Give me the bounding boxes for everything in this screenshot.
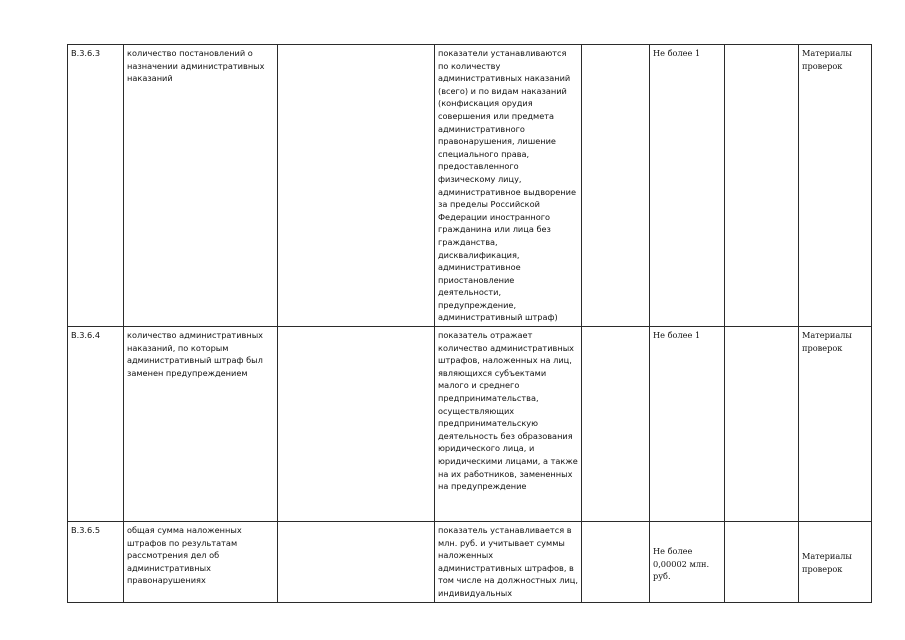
row-code: В.3.6.5 [68, 522, 124, 603]
row-name: количество постановлений о назначении административных наказаний [124, 45, 278, 327]
empty-cell [278, 327, 435, 522]
empty-cell [725, 327, 799, 522]
empty-cell [582, 522, 650, 603]
row-indicator: показатели устанавливаются по количеству административных наказаний (всего) и по видам наказаний (конфискация орудия совершения или предмета административного правонарушения, лишение специального права, предоставленного физическому лицу, административное выдворение за пределы Российской Федерации иностранного гражданина или лица без гражданства, дисквалификация, административное приостановление деятельности, предупреждение, административный штраф) [435, 45, 582, 327]
table-row [68, 45, 872, 327]
table-row [68, 327, 872, 522]
empty-cell [278, 45, 435, 327]
row-source: Материалы проверок [799, 45, 872, 327]
indicators-table [67, 44, 872, 603]
row-name: количество административных наказаний, по которым административный штраф был заменен предупреждением [124, 327, 278, 522]
row-name: общая сумма наложенных штрафов по результатам рассмотрения дел об административных правонарушениях [124, 522, 278, 603]
row-indicator: показатель отражает количество административных штрафов, наложенных на лиц, являющихся субъектами малого и среднего предпринимательства, осуществляющих предпринимательскую деятельность без образования юридического лица, и юридическими лицами, а также на их работников, замененных на предупреждение [435, 327, 582, 522]
table-row [68, 522, 872, 603]
row-source: Материалы проверок [799, 522, 872, 603]
empty-cell [582, 327, 650, 522]
empty-cell [582, 45, 650, 327]
row-code: В.3.6.4 [68, 327, 124, 522]
empty-cell [278, 522, 435, 603]
row-value: Не более 1 [650, 45, 725, 327]
row-source: Материалы проверок [799, 327, 872, 522]
row-value: Не более 1 [650, 327, 725, 522]
empty-cell [725, 522, 799, 603]
row-value: Не более 0,00002 млн. руб. [650, 522, 725, 603]
row-indicator: показатель устанавливается в млн. руб. и учитывает суммы наложенных административных штрафов, в том числе на должностных лиц, индивидуальных [435, 522, 582, 603]
row-code: В.3.6.3 [68, 45, 124, 327]
empty-cell [725, 45, 799, 327]
